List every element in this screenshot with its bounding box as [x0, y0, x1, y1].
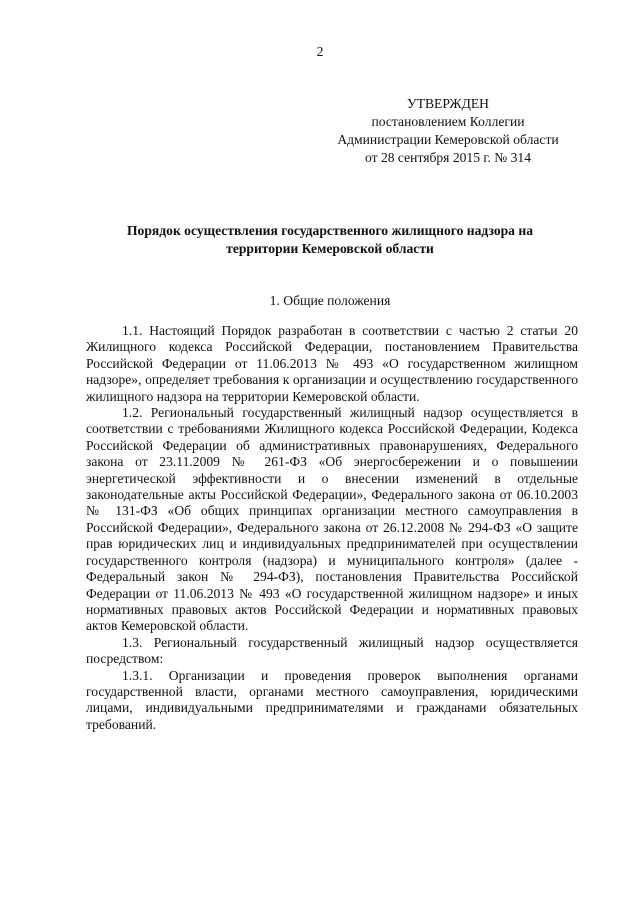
approval-authority: Администрации Кемеровской области: [337, 132, 559, 147]
document-title: [80, 222, 580, 258]
paragraph-1-2: 1.2. Региональный государственный жилищный надзор осуществляется в соответствии с требованиями Жилищного кодекса Российской Федерации, Кодекса Российской Федерации об административных правонарушениях, Федерального закона от 23.11.2009 № 261-ФЗ «Об энергосбережении и о повышении энергетической эффективности и о внесении изменений в отдельные законодательные акты Российской Федерации», Федерального закона от 06.10.2003 № 131-ФЗ «Об общих принципах организации местного самоуправления в Российской Федерации», Федерального закона от 26.12.2008 № 294-ФЗ «О защите прав юридических лиц и индивидуальных предпринимателей при осуществлении государственного контроля (надзора) и муниципального контроля» (далее - Федеральный закон № 294-ФЗ), постановления Правительства Российской Федерации от 11.06.2013 № 493 «О государственной жилищном надзоре» и иных нормативных правовых актов Российской Федерации и нормативных правовых актов Кемеровской области.: [86, 405, 578, 634]
approval-heading: УТВЕРЖДЕН: [407, 96, 489, 111]
paragraph-1-1: 1.1. Настоящий Порядок разработан в соответствии с частью 2 статьи 20 Жилищного кодекса Российской Федерации, постановлением Правительства Российской Федерации от 11.06.2013 № 493 «О государственном жилищном надзоре», определяет требования к организации и осуществлению государственного жилищного надзора на территории Кемеровской области.: [86, 323, 578, 404]
paragraph-1-3: 1.3. Региональный государственный жилищный надзор осуществляется посредством:: [86, 634, 578, 667]
paragraph-1-3-1: 1.3.1. Организации и проведения проверок выполнения органами государственной власти, органами местного самоуправления, юридическими лицами, индивидуальными предпринимателями и гражданами обязательных требований.: [86, 667, 578, 732]
page-number: 2: [316, 44, 324, 59]
document-title-line-2: территории Кемеровской области: [226, 241, 434, 256]
document-title-line-1: Порядок осуществления государственного жилищного надзора на: [126, 223, 534, 238]
approval-date: от 28 сентября 2015 г. № 314: [364, 150, 532, 165]
approval-stamp-block: [318, 95, 578, 167]
section-heading: 1. Общие положения: [269, 293, 391, 308]
body-text: [86, 323, 578, 733]
approval-issuer: постановлением Коллегии: [371, 114, 525, 129]
